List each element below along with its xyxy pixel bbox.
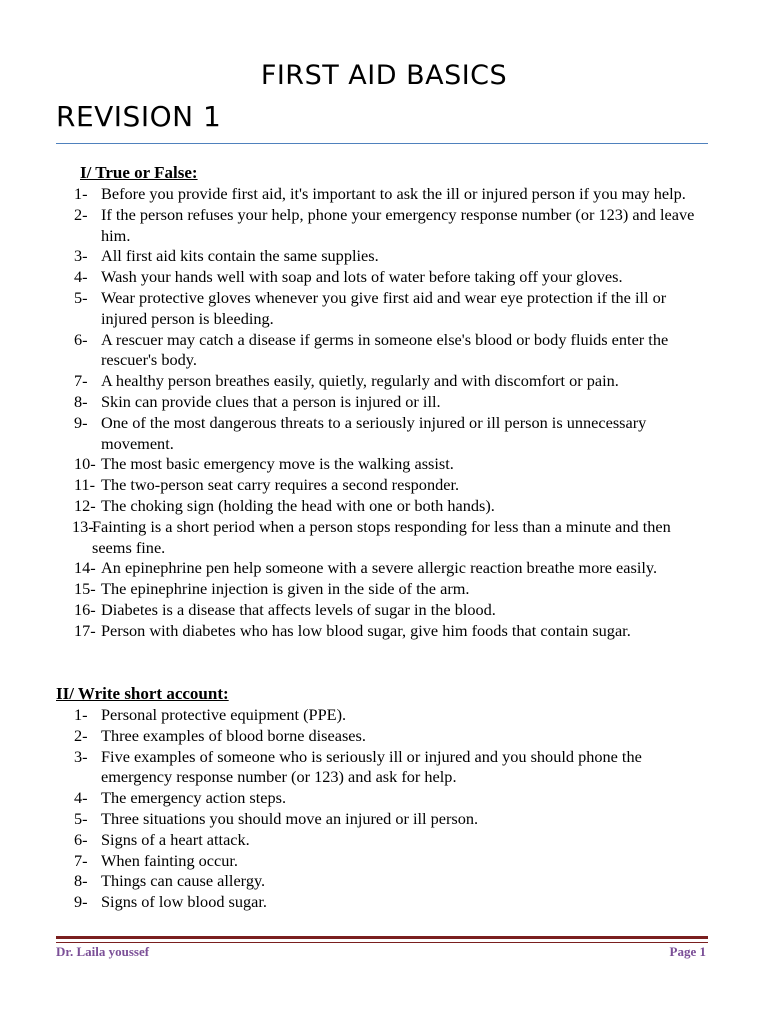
item-text: The most basic emergency move is the walking assist.	[101, 454, 454, 474]
item-number: 4-	[74, 267, 88, 287]
item-number: 5-	[74, 287, 88, 307]
item-number: 16-	[74, 599, 96, 619]
item-text: The emergency action steps.	[101, 788, 287, 808]
list-item	[74, 830, 714, 851]
list-item	[74, 246, 714, 267]
footer-author: Dr. Laila youssef	[56, 944, 150, 959]
section-heading-true-false: I/ True or False:	[80, 163, 198, 182]
list-item	[74, 413, 714, 455]
list-item	[74, 184, 714, 205]
item-number: 11-	[74, 475, 96, 495]
list-item	[74, 747, 714, 789]
item-number: 6-	[74, 829, 88, 849]
item-text: The epinephrine injection is given in the side of the arm.	[101, 579, 470, 599]
item-text: Personal protective equipment (PPE).	[101, 705, 347, 724]
list-item	[74, 621, 714, 642]
item-text: The choking sign (holding the head with one or both hands).	[101, 495, 495, 515]
item-number: 12-	[74, 495, 96, 515]
item-text: Three examples of blood borne diseases.	[101, 725, 366, 745]
list-item	[74, 475, 714, 496]
short-account-list	[74, 705, 714, 913]
footer-page-number: Page 1	[669, 944, 706, 959]
item-number: 2-	[74, 204, 88, 224]
list-item	[74, 892, 714, 913]
item-number: 15-	[74, 579, 96, 599]
item-text: Signs of low blood sugar.	[101, 892, 267, 912]
list-item	[74, 454, 714, 475]
item-number: 1-	[74, 705, 88, 724]
footer-divider	[56, 936, 708, 943]
item-number: 4-	[74, 788, 88, 808]
item-text: Things can cause allergy.	[101, 871, 266, 891]
list-item	[74, 517, 714, 559]
item-text: Wear protective gloves whenever you give first aid and wear eye protection if the ill or injured person is bleeding.	[101, 287, 667, 328]
item-text: A healthy person breathes easily, quietly, regularly and with discomfort or pain.	[101, 371, 619, 391]
list-item	[74, 205, 714, 247]
item-text: Diabetes is a disease that affects levels of sugar in the blood.	[101, 599, 496, 619]
item-text: All first aid kits contain the same supplies.	[101, 246, 379, 266]
item-text: Three situations you should move an injured or ill person.	[101, 808, 479, 828]
list-item	[74, 788, 714, 809]
item-text: Before you provide first aid, it's important to ask the ill or injured person if you may help.	[101, 184, 686, 203]
item-number: 17-	[74, 620, 96, 640]
document-subtitle: REVISION 1	[56, 100, 222, 133]
list-item	[74, 330, 714, 372]
item-text: When fainting occur.	[101, 850, 238, 870]
item-number: 7-	[74, 850, 88, 870]
item-text: Five examples of someone who is seriously ill or injured and you should phone the emergency response number (or 123) and ask for help.	[101, 746, 642, 787]
item-number: 13-	[72, 516, 94, 536]
item-text: Skin can provide clues that a person is injured or ill.	[101, 391, 441, 411]
item-number: 6-	[74, 329, 88, 349]
item-number: 9-	[74, 892, 88, 912]
true-false-list	[74, 184, 714, 642]
item-number: 9-	[74, 412, 88, 432]
item-text: A rescuer may catch a disease if germs in someone else's blood or body fluids enter the rescuer's body.	[101, 329, 669, 370]
list-item	[74, 851, 714, 872]
document-title: FIRST AID BASICS	[260, 60, 508, 91]
item-number: 2-	[74, 725, 88, 745]
item-text: An epinephrine pen help someone with a severe allergic reaction breathe more easily.	[101, 558, 658, 578]
list-item	[74, 705, 714, 726]
item-number: 5-	[74, 808, 88, 828]
list-item	[74, 371, 714, 392]
list-item	[74, 496, 714, 517]
item-number: 14-	[74, 558, 96, 578]
list-item	[74, 809, 714, 830]
item-number: 8-	[74, 391, 88, 411]
item-text: One of the most dangerous threats to a seriously injured or ill person is unnecessary movement.	[101, 412, 647, 453]
item-text: The two-person seat carry requires a second responder.	[101, 475, 460, 495]
item-number: 10-	[74, 454, 96, 474]
list-item	[74, 600, 714, 621]
item-number: 8-	[74, 871, 88, 891]
item-text: Person with diabetes who has low blood sugar, give him foods that contain sugar.	[101, 620, 631, 640]
list-item	[74, 871, 714, 892]
item-number: 3-	[74, 246, 88, 266]
list-item	[74, 288, 714, 330]
item-text: Signs of a heart attack.	[101, 829, 250, 849]
item-number: 1-	[74, 184, 88, 203]
item-text: If the person refuses your help, phone your emergency response number (or 123) and leave him.	[101, 204, 695, 245]
list-item	[74, 579, 714, 600]
list-item	[74, 558, 714, 579]
list-item	[74, 726, 714, 747]
item-text: Fainting is a short period when a person stops responding for less than a minute and then seems fine.	[92, 516, 671, 557]
item-text: Wash your hands well with soap and lots of water before taking off your gloves.	[101, 267, 623, 287]
header-divider	[56, 143, 708, 144]
item-number: 7-	[74, 371, 88, 391]
item-number: 3-	[74, 746, 88, 766]
list-item	[74, 267, 714, 288]
list-item	[74, 392, 714, 413]
section-heading-short-account: II/ Write short account:	[56, 684, 229, 703]
